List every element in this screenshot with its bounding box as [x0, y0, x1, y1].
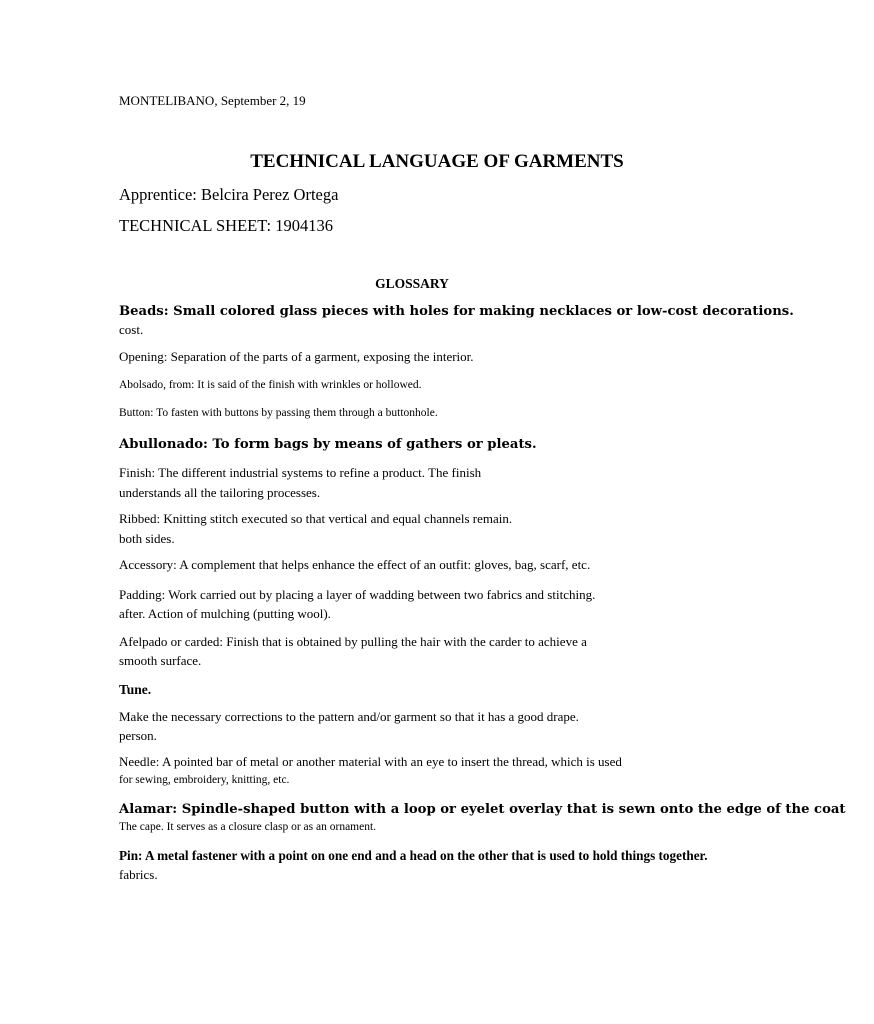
- entry-ribbed-line-1: Ribbed: Knitting stitch executed so that vertical and equal channels remain.: [119, 511, 513, 526]
- entry-tune-line-2: person.: [119, 728, 157, 743]
- entry-alamar-line-1: Alamar: Spindle-shaped button with a loop or eyelet overlay that is sewn onto the edge of the coat: [119, 802, 846, 817]
- place-date: MONTELIBANO, September 2, 19: [119, 93, 306, 108]
- apprentice-line: Apprentice: Belcira Perez Ortega: [119, 185, 339, 204]
- entry-alamar-line-2: The cape. It serves as a closure clasp or as an ornament.: [119, 821, 377, 833]
- entry-abullonado: Abullonado: To form bags by means of gathers or pleats.: [119, 437, 537, 452]
- entry-needle-line-2: for sewing, embroidery, knitting, etc.: [119, 774, 290, 786]
- entry-finish-line-1: Finish: The different industrial systems to refine a product. The finish: [119, 465, 482, 480]
- entry-button: Button: To fasten with buttons by passing them through a buttonhole.: [119, 407, 438, 419]
- technical-sheet-line: TECHNICAL SHEET: 1904136: [119, 216, 333, 235]
- entry-tune-line-1: Make the necessary corrections to the pattern and/or garment so that it has a good drape.: [119, 709, 579, 724]
- entry-ribbed-line-2: both sides.: [119, 531, 175, 546]
- entry-beads-line-1: Beads: Small colored glass pieces with holes for making necklaces or low-cost decorations.: [119, 304, 794, 319]
- entry-pin-line-1: Pin: A metal fastener with a point on one end and a head on the other that is used to hold things together.: [119, 848, 708, 863]
- entry-beads-line-2: cost.: [119, 322, 144, 337]
- document-title: TECHNICAL LANGUAGE OF GARMENTS: [250, 151, 624, 172]
- entry-afelpado-line-2: smooth surface.: [119, 653, 202, 668]
- entry-pin-line-2: fabrics.: [119, 867, 158, 882]
- entry-needle-line-1: Needle: A pointed bar of metal or another material with an eye to insert the thread, which is used: [119, 754, 622, 769]
- entry-finish-line-2: understands all the tailoring processes.: [119, 485, 321, 500]
- entry-padding-line-1: Padding: Work carried out by placing a layer of wadding between two fabrics and stitching.: [119, 587, 596, 602]
- entry-accessory: Accessory: A complement that helps enhance the effect of an outfit: gloves, bag, scarf, etc.: [119, 557, 591, 572]
- entry-opening: Opening: Separation of the parts of a garment, exposing the interior.: [119, 349, 474, 364]
- entry-abolsado: Abolsado, from: It is said of the finish with wrinkles or hollowed.: [119, 379, 422, 391]
- entry-tune-title: Tune.: [119, 682, 152, 697]
- glossary-heading: GLOSSARY: [375, 276, 449, 291]
- entry-afelpado-line-1: Afelpado or carded: Finish that is obtained by pulling the hair with the carder to achieve a: [119, 634, 587, 649]
- entry-padding-line-2: after. Action of mulching (putting wool).: [119, 606, 331, 621]
